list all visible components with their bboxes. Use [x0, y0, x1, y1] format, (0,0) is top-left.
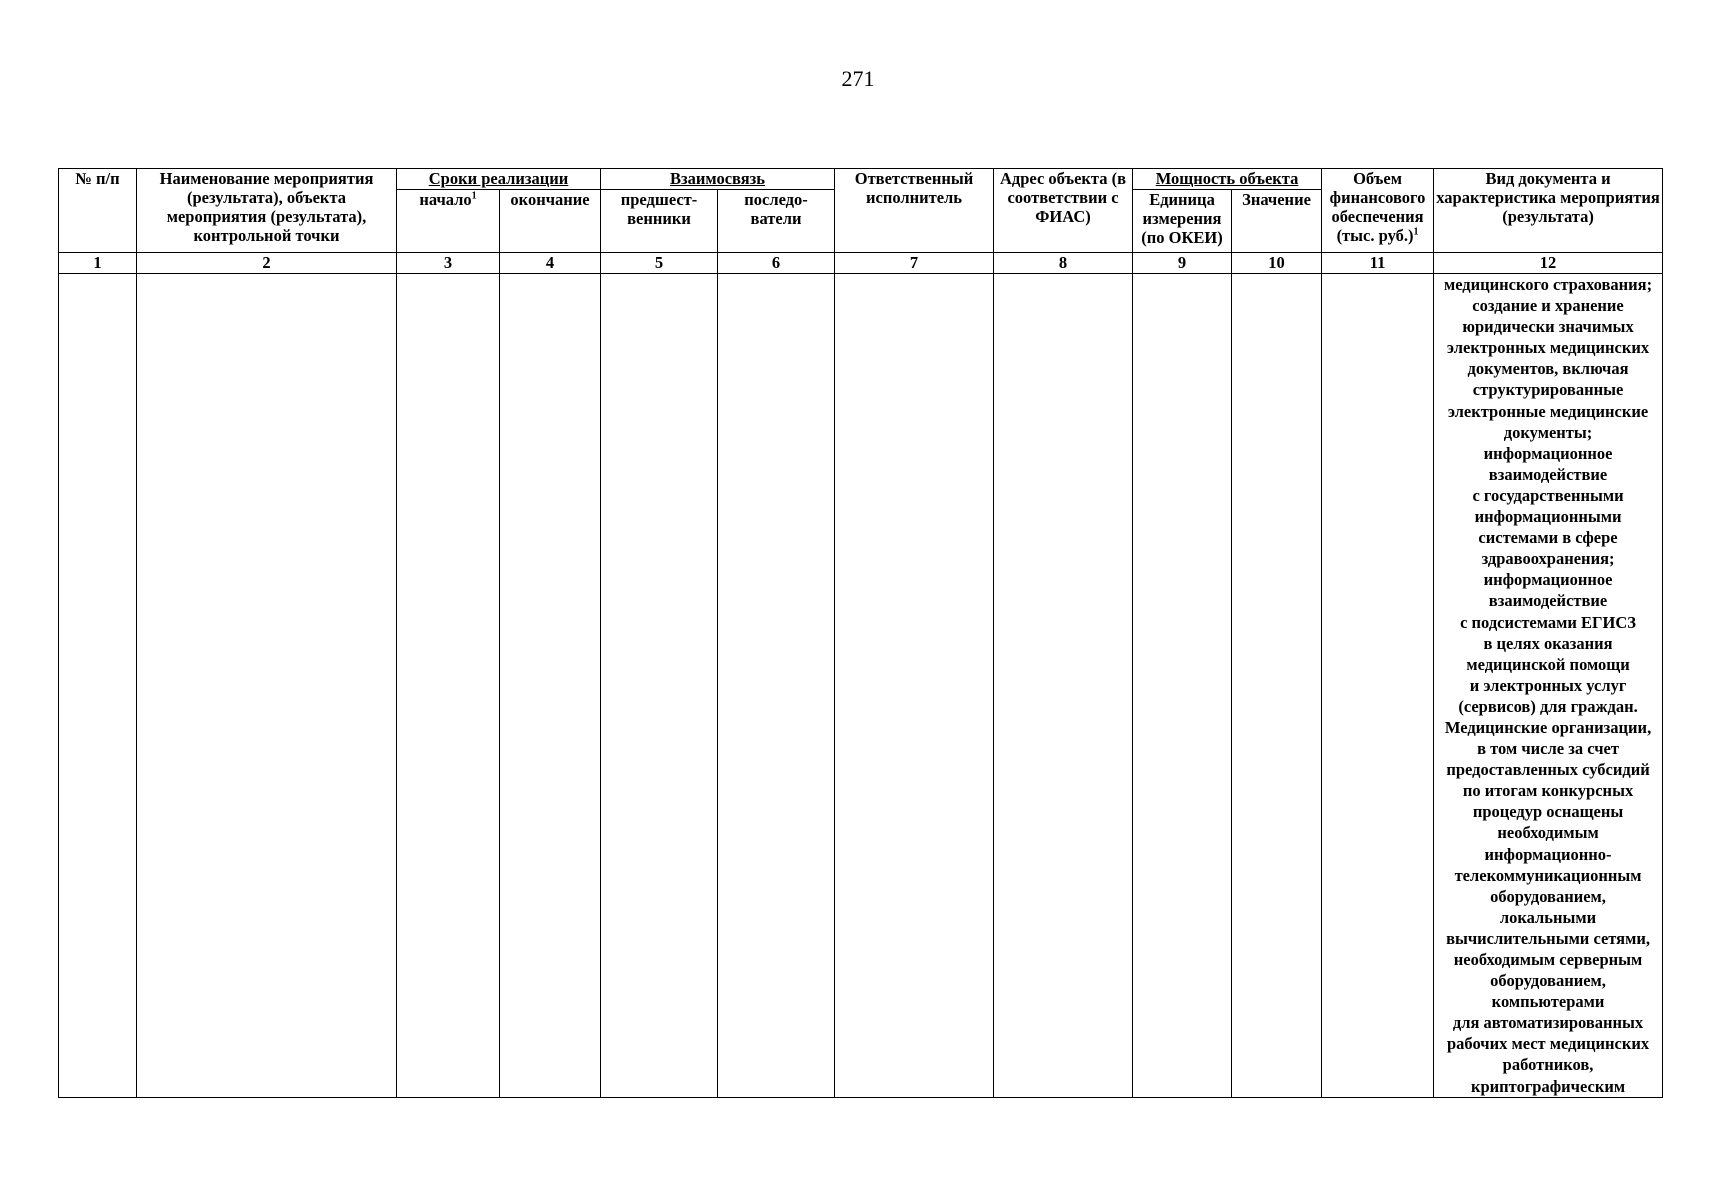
header-responsible: Ответственный исполнитель [835, 169, 994, 253]
description-line: информационное [1483, 443, 1613, 463]
column-number: 2 [137, 253, 397, 274]
column-number: 5 [601, 253, 718, 274]
description-line: с подсистемами ЕГИСЗ [1460, 612, 1636, 632]
description-line: Медицинские организации, [1444, 717, 1652, 737]
cell-successors [718, 274, 835, 1098]
description-line: необходимым серверным [1453, 950, 1643, 969]
description-line: здравоохранения; [1481, 549, 1615, 569]
header-financing: Объем финансового обеспечения (тыс. руб.)$^1$ [1322, 169, 1434, 253]
header-value: Значение [1232, 190, 1322, 253]
description-line: в том числе за счет [1477, 739, 1619, 759]
cell-financing [1322, 274, 1434, 1098]
cell-value [1232, 274, 1322, 1098]
description-line: медицинского страхования; [1443, 275, 1653, 294]
cell-number [59, 274, 137, 1098]
cell-start [397, 274, 500, 1098]
header-group-terms: Сроки реализации [397, 169, 601, 190]
description-line: необходимым [1497, 823, 1599, 843]
column-number: 6 [718, 253, 835, 274]
description-line: взаимодействие [1488, 591, 1608, 611]
description-line: структурированные [1472, 380, 1624, 400]
column-number: 3 [397, 253, 500, 274]
header-document-type: Вид документа и характеристика мероприятия (результата) [1434, 169, 1663, 253]
header-number: № п/п [59, 169, 137, 253]
description-line: оборудованием, [1490, 971, 1606, 991]
description-line: рабочих мест медицинских [1446, 1034, 1650, 1054]
table-row [59, 274, 1663, 1098]
description-line: локальными [1499, 907, 1597, 927]
page-number: 271 [841, 66, 875, 91]
cell-unit [1133, 274, 1232, 1098]
description-line: в целях оказания [1483, 633, 1613, 653]
description-line: с государственными [1472, 485, 1624, 505]
description-line: информационными [1474, 507, 1622, 527]
column-number: 10 [1232, 253, 1322, 274]
column-numbers-row [59, 253, 1663, 274]
column-number: 7 [835, 253, 994, 274]
column-number: 9 [1133, 253, 1232, 274]
measures-table [58, 168, 1663, 1098]
description-line: медицинской помощи [1466, 654, 1630, 674]
description-line: предоставленных субсидий [1446, 760, 1650, 780]
description-line: компьютерами [1491, 992, 1605, 1012]
description-line: криптографическим [1470, 1076, 1626, 1096]
description-line: электронных медицинских [1446, 338, 1650, 358]
header-end: окончание [500, 190, 601, 253]
description-line: телекоммуникационным [1454, 865, 1642, 885]
description-line: вычислительными сетями, [1446, 928, 1650, 948]
header-address: Адрес объекта (в соответствии с ФИАС) [994, 169, 1133, 253]
description-line: для автоматизированных [1452, 1013, 1644, 1033]
description-line: системами в сфере [1478, 528, 1618, 548]
header-unit: Единица измерения (по ОКЕИ) [1133, 190, 1232, 253]
header-group-capacity: Мощность объекта [1133, 169, 1322, 190]
description-line: по итогам конкурсных [1462, 781, 1634, 801]
description-line: информационное [1483, 570, 1613, 590]
description-line: оборудованием, [1490, 886, 1606, 906]
description-line: работников, [1502, 1055, 1594, 1075]
description-line: электронные медицинские [1447, 401, 1649, 421]
column-number: 1 [59, 253, 137, 274]
description-line: создание и хранение [1472, 296, 1624, 316]
cell-measure-name [137, 274, 397, 1098]
column-number: 8 [994, 253, 1133, 274]
cell-address [994, 274, 1133, 1098]
description-line: (сервисов) для граждан. [1458, 696, 1638, 716]
description-line: документов, включая [1467, 359, 1629, 379]
column-number: 11 [1322, 253, 1434, 274]
description-line: документы; [1503, 422, 1593, 442]
cell-responsible [835, 274, 994, 1098]
header-measure-name: Наименование мероприятия (результата), объекта мероприятия (результата), контрольной точки [137, 169, 397, 253]
description-line: процедур оснащены [1472, 802, 1624, 822]
header-predecessors: предшест-венники [601, 190, 718, 253]
description-line: и электронных услуг [1469, 675, 1627, 695]
header-successors: последо-ватели [718, 190, 835, 253]
column-number: 12 [1434, 253, 1663, 274]
cell-predecessors [601, 274, 718, 1098]
cell-end [500, 274, 601, 1098]
column-number: 4 [500, 253, 601, 274]
header-start: начало$^1$ [397, 190, 500, 253]
description-line: взаимодействие [1488, 464, 1608, 484]
description-line: информационно- [1484, 844, 1612, 864]
cell-document-description [1434, 274, 1663, 1098]
description-line: юридически значимых [1462, 317, 1634, 337]
header-group-relations: Взаимосвязь [601, 169, 835, 190]
